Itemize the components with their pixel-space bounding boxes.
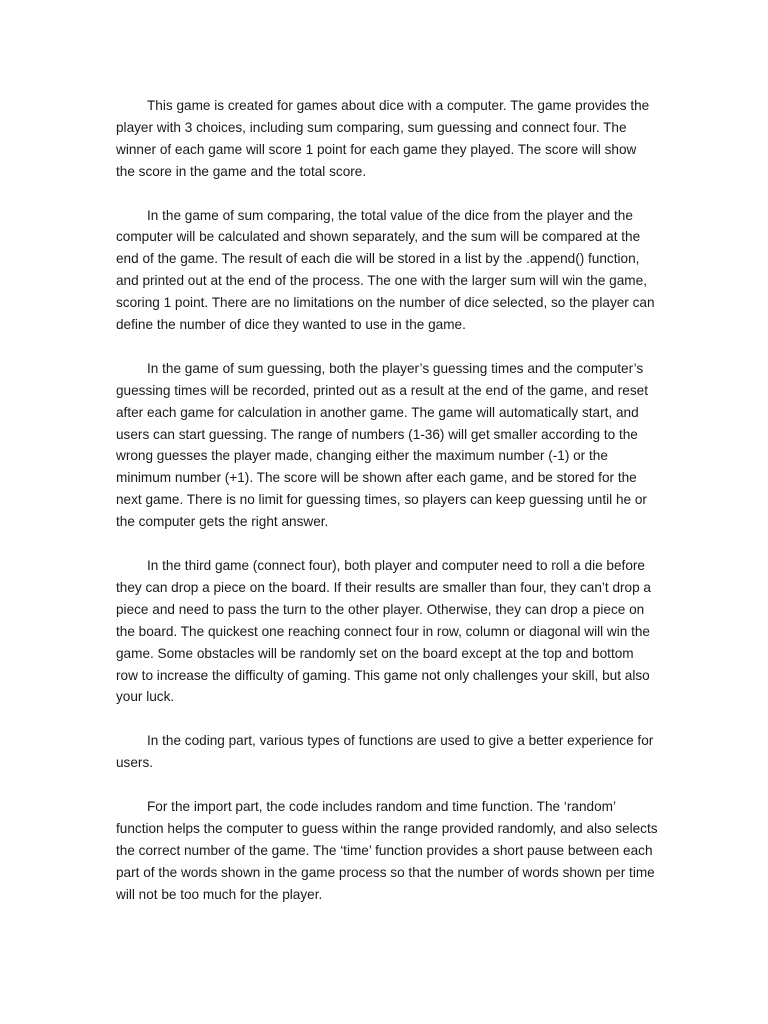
paragraph-import-part: For the import part, the code includes random and time function. The ‘random’ function helps the computer to guess within the range provided randomly, and also selects the correct number of the game. The ‘time’ function provides a short pause between each part of the words shown in the game process so that the number of words shown per time will not be too much for the player. — [116, 798, 658, 902]
paragraph-sum-comparing: In the game of sum comparing, the total value of the dice from the player and the computer will be calculated and shown separately, and the sum will be compared at the end of the game. The result of each die will be stored in a list by the .append() function, and printed out at the end of the process. The one with the larger sum will win the game, scoring 1 point. There are no limitations on the number of dice selected, so the player can define the number of dice they wanted to use in the game. — [116, 207, 655, 333]
paragraph-sum-guessing: In the game of sum guessing, both the player’s guessing times and the computer’s guessing times will be recorded, printed out as a result at the end of the game, and reset after each game for calculation in another game. The game will automatically start, and users can start guessing. The range of numbers (1-36) will get smaller according to the wrong guesses the player made, changing either the maximum number (-1) or the minimum number (+1). The score will be shown after each game, and be stored for the next game. There is no limit for guessing times, so players can keep guessing until he or the computer gets the right answer. — [116, 360, 648, 530]
paragraph-intro: This game is created for games about dice with a computer. The game provides the player with 3 choices, including sum comparing, sum guessing and connect four. The winner of each game will score 1 point for each game they played. The score will show the score in the game and the total score. — [116, 98, 650, 179]
document-page — [116, 95, 658, 927]
paragraph-coding-part: In the coding part, various types of functions are used to give a better experience for users. — [116, 733, 654, 771]
paragraph-connect-four: In the third game (connect four), both player and computer need to roll a die before they can drop a piece on the board. If their results are smaller than four, they can’t drop a piece and need to pass the turn to the other player. Otherwise, they can drop a piece on the board. The quickest one reaching connect four in row, column or diagonal will win the game. Some obstacles will be randomly set on the board except at the top and bottom row to increase the difficulty of gaming. This game not only challenges your skill, but also your luck. — [116, 557, 651, 705]
